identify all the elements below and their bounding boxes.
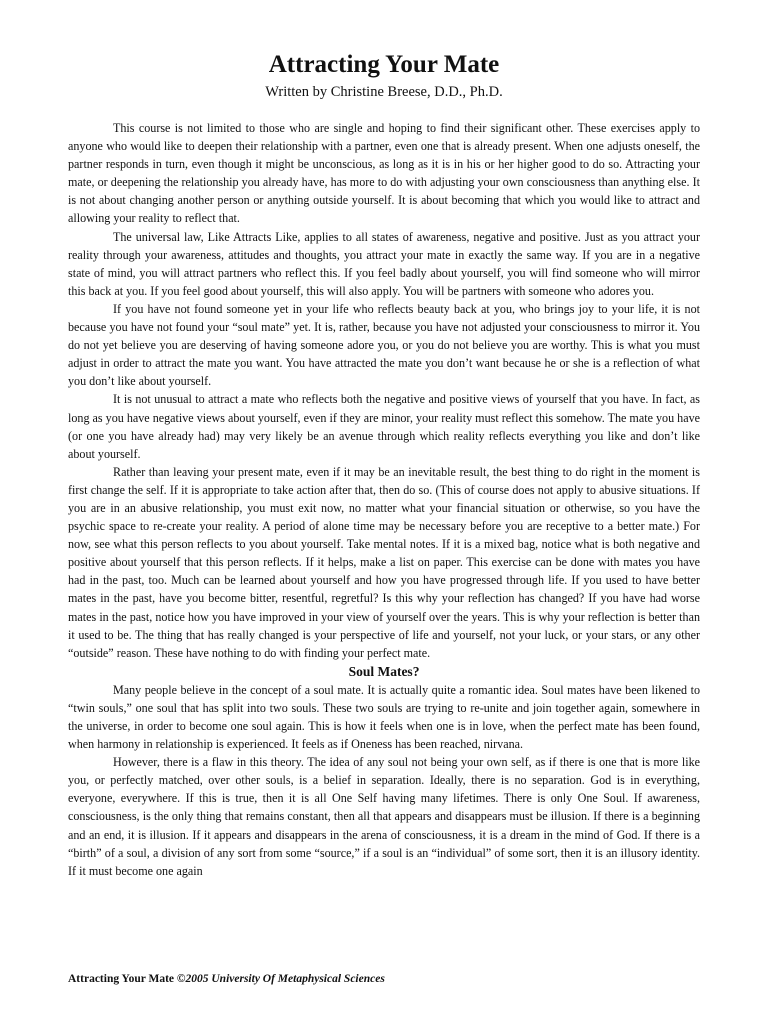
section-paragraph: However, there is a flaw in this theory. The idea of any soul not being your own self, as if there is one that is more like you, or perfectly matched, over other souls, is a belief in separation. Ideally, there is no separation. God is in everything, everyone, everywhere. If this is true, then it is all One Self having many lifetimes. There is only One Soul. If awareness, consciousness, is the only thing that remains constant, then all that appears and disappears must be illusion. If there is a beginning and an end, it is illusion. If it appears and disappears in the arena of consciousness, it is a dream in the mind of God. If there is a “birth” of a soul, a division of any sort from some “source,” if a soul is an “individual” of some sort, then it is an illusory identity. If it must become one again [68,755,700,878]
body-paragraph: It is not unusual to attract a mate who reflects both the negative and positive views of yourself that you have. In fact, as long as you have negative views about yourself, even if they are minor, your reality must reflect this somehow. The mate you have (or one you have already had) may very likely be an avenue through which reality reflects everything you like and don’t like about yourself. [68,392,700,461]
document-page [68,50,700,880]
section-heading: Soul Mates? [348,663,420,679]
document-subtitle: Written by Christine Breese, D.D., Ph.D. [265,84,503,100]
document-title: Attracting Your Mate [268,51,500,78]
body-paragraph: This course is not limited to those who are single and hoping to find their significant other. These exercises apply to anyone who would like to deepen their relationship with a partner, even one that is already present. When one adjusts oneself, the partner responds in turn, even though it might be unconscious, as long as it is in his or her higher good to do so. Attracting your mate, or deepening the relationship you already have, has more to do with adjusting your own consciousness than anything else. It is not about changing another person or anything outside yourself. It is about becoming that which you would like to attract and allowing your reality to reflect that. [68,121,700,226]
page-footer [68,971,385,987]
footer-copyright: ©2005 University Of Metaphysical Sciences [176,973,385,985]
body-paragraph: If you have not found someone yet in your life who reflects beauty back at you, who brings joy to your life, it is not because you have not found your “soul mate” yet. It is, rather, because you have not adjusted your consciousness to mirror it. You do not yet believe you are deserving of having someone adore you, or you do not believe you are worthy. This is what you must adjust in order to attract the mate you want. You have attracted the mate you don’t want because he or she is a reflection of what you don’t like about yourself. [68,301,700,389]
body-paragraph: The universal law, Like Attracts Like, applies to all states of awareness, negative and positive. Just as you attract your reality through your awareness, attitudes and thoughts, you attract your mate in exactly the same way. If you are in a negative state of mind, you will attract partners who reflect this. If you feel badly about yourself, you will find someone who will mirror this back at you. If you feel good about yourself, this will also apply. You will be partners with someone who adores you. [68,229,700,298]
footer-title: Attracting Your Mate [68,973,175,985]
section-paragraph: Many people believe in the concept of a soul mate. It is actually quite a romantic idea. Soul mates have been likened to “twin souls,” one soul that has split into two souls. These two souls are trying to re-unite and join together again, somewhere in the universe, in order to become one soul again. This is how it feels when one is in love, when the perfect mate has been found, when harmony in relationship is experienced. It feels as if Oneness has been reached, nirvana. [68,682,700,752]
body-paragraph: Rather than leaving your present mate, even if it may be an inevitable result, the best thing to do right in the moment is first change the self. If it is appropriate to take action after that, then do so. (This of course does not apply to abusive situations. If you are in an abusive relationship, you must exit now, no matter what your financial situation or otherwise, so you have the psychic space to re-create your reality. A period of alone time may be necessary before you are receptive to a better mate.) For now, see what this person reflects to you about yourself. Take mental notes. If it is a mixed bag, notice what is both negative and positive about yourself that this person reflects. If it helps, make a list on paper. This exercise can be done with mates you have had in the past, too. Much can be learned about yourself and how you have progressed through life. If you used to have better mates in the past, have you become bitter, resentful, regretful? Is this why your reflection has changed? If you have had worse mates in the past, notice how you have improved in your view of yourself over the years. This is why your reflection is better than it used to be. The thing that has really changed is your perspective of life and yourself, not your luck, or your stars, or any other “outside” reason. These have nothing to do with finding your perfect mate. [68,464,700,660]
